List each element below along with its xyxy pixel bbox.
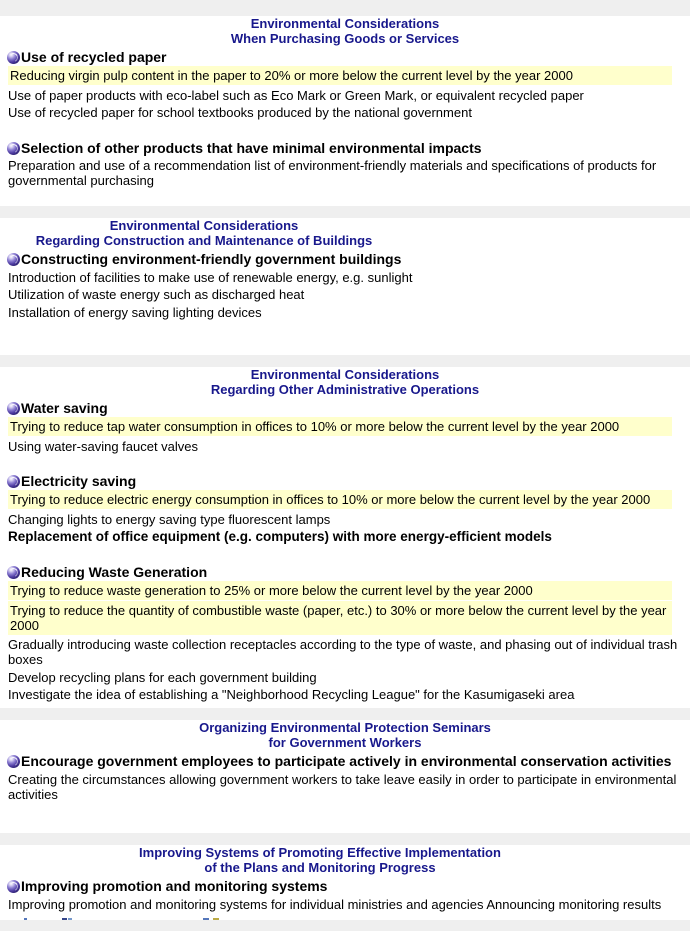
section [0, 367, 690, 708]
globe-bullet-icon [7, 475, 20, 488]
globe-bullet-icon [7, 51, 20, 64]
item-heading-label: Selection of other products that have minimal environmental impacts [21, 139, 482, 156]
blank-line [0, 547, 690, 561]
section-title [0, 367, 690, 397]
item-heading-label: Improving promotion and monitoring systems [21, 878, 328, 894]
clipped-image-fragment [213, 918, 219, 920]
globe-bullet-icon [7, 880, 20, 893]
icon-heading-row [7, 473, 682, 489]
globe-bullet-icon [7, 253, 20, 266]
icon-heading-row [7, 49, 682, 65]
globe-bullet-icon [7, 566, 20, 579]
globe-bullet-icon [7, 142, 20, 155]
text-line: Investigate the idea of establishing a "Neighborhood Recycling League" for the Kasumigaseki area [8, 687, 575, 702]
section [0, 720, 690, 833]
icon-heading-row [7, 140, 682, 156]
text-line: Utilization of waste energy such as discharged heat [8, 287, 305, 302]
clipped-image-fragment [24, 918, 27, 920]
text-line: Improving promotion and monitoring systems for individual ministries and agencies Announcing monitoring results [8, 896, 662, 912]
text-line: Develop recycling plans for each government building [8, 669, 317, 685]
highlighted-target-line: Reducing virgin pulp content in the paper to 20% or more below the current level by the year 2000 [8, 66, 672, 85]
section [0, 845, 690, 920]
blank-line [0, 123, 690, 137]
text-line: Use of paper products with eco-label such as Eco Mark or Green Mark, or equivalent recycled paper [8, 87, 584, 103]
icon-heading-row [7, 251, 682, 267]
item-heading-label: Water saving [21, 400, 108, 416]
blank-line [0, 456, 690, 470]
section-title [0, 720, 690, 750]
item-heading-label: Electricity saving [21, 473, 137, 489]
section-title [0, 218, 408, 248]
clipped-image-fragment [203, 918, 209, 920]
section-title-line: Environmental Considerations [250, 367, 440, 382]
text-line: Introduction of facilities to make use of renewable energy, e.g. sunlight [8, 269, 413, 285]
icon-heading-row [7, 753, 682, 769]
section-title-line: Environmental Considerations [250, 16, 440, 31]
section-title [0, 16, 690, 46]
section [0, 16, 690, 206]
section-title-line: for Government Workers [268, 735, 422, 750]
highlighted-target-line: Trying to reduce tap water consumption in offices to 10% or more below the current level by the year 2000 [8, 417, 672, 436]
section-title-line: Improving Systems of Promoting Effective Implementation [139, 845, 501, 860]
section-title-line: of the Plans and Monitoring Progress [204, 860, 436, 875]
clipped-image-fragment [62, 918, 67, 920]
text-line: Use of recycled paper for school textbooks produced by the national government [8, 105, 472, 120]
text-line: Creating the circumstances allowing government workers to take leave easily in order to participate in environmental activities [8, 771, 677, 802]
globe-bullet-icon [7, 755, 20, 768]
text-line: Changing lights to energy saving type fluorescent lamps [8, 511, 331, 527]
section-title [0, 845, 640, 875]
icon-heading-row [7, 878, 682, 894]
item-heading-label: Use of recycled paper [21, 49, 167, 65]
section [0, 218, 690, 355]
clipped-image-fragment [68, 918, 72, 920]
text-line: Using water-saving faucet valves [8, 438, 199, 454]
icon-heading-row [7, 400, 682, 416]
text-line: Gradually introducing waste collection receptacles according to the type of waste, and phasing out of individual trash boxes [8, 637, 678, 667]
section-title-line: When Purchasing Goods or Services [230, 31, 460, 46]
text-line: Replacement of office equipment (e.g. computers) with more energy-efficient models [8, 529, 552, 544]
text-line: Installation of energy saving lighting devices [8, 304, 262, 320]
globe-bullet-icon [7, 402, 20, 415]
highlighted-target-line: Trying to reduce waste generation to 25% or more below the current level by the year 2000 [8, 581, 672, 600]
section-title-line: Regarding Other Administrative Operations [210, 382, 480, 397]
icon-heading-row [7, 564, 682, 580]
section-title-line: Organizing Environmental Protection Seminars [199, 720, 491, 735]
section-title-line: Environmental Considerations [109, 218, 299, 233]
highlighted-target-line: Trying to reduce electric energy consumption in offices to 10% or more below the current level by the year 2000 [8, 490, 672, 509]
item-heading-label: Encourage government employees to participate actively in environmental conservation activities [21, 753, 672, 769]
item-heading-label: Constructing environment-friendly government buildings [21, 251, 402, 267]
highlighted-target-line: Trying to reduce the quantity of combustible waste (paper, etc.) to 30% or more below the current level by the year 2000 [8, 601, 672, 635]
section-title-line: Regarding Construction and Maintenance of Buildings [35, 233, 373, 248]
text-line: Preparation and use of a recommendation list of environment-friendly materials and specifications of products for governmental purchasing [8, 158, 657, 188]
item-heading-label: Reducing Waste Generation [21, 563, 208, 580]
